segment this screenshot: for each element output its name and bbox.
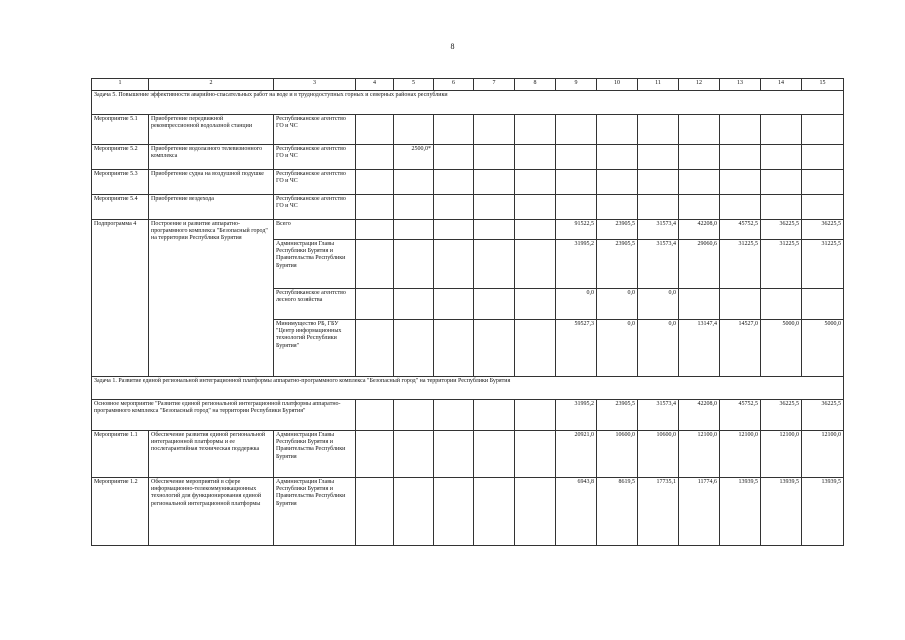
header-cell: 4	[356, 79, 394, 91]
value-cell: 2500,0*	[394, 145, 434, 170]
executor: Всего	[274, 220, 356, 240]
executor: Администрация Главы Республики Бурятия и Правительства Республики Бурятия	[274, 478, 356, 546]
event-description: Приобретение вездехода	[149, 195, 274, 220]
executor: Республиканское агентство ГО и ЧС	[274, 145, 356, 170]
value-cell: 29060,6	[679, 240, 720, 289]
event-code: Мероприятие 5.3	[92, 170, 149, 195]
event-description: Обеспечение мероприятий в сфере информационно-телекоммуникационных технологий для функционирования единой региональной интеграционной платформы	[149, 478, 274, 546]
value-cell: 31995,2	[556, 240, 597, 289]
header-cell: 13	[720, 79, 761, 91]
header-cell: 12	[679, 79, 720, 91]
header-cell: 3	[274, 79, 356, 91]
event-code: Мероприятие 5.1	[92, 115, 149, 145]
executor: Республиканское агентство лесного хозяйства	[274, 289, 356, 320]
value-cell: 13939,5	[802, 478, 844, 546]
header-cell: 15	[802, 79, 844, 91]
table-row	[92, 195, 844, 220]
header-row	[92, 79, 844, 91]
value-cell: 36225,5	[802, 220, 844, 240]
executor: Администрация Главы Республики Бурятия и Правительства Республики Бурятия	[274, 431, 356, 478]
header-cell: 2	[149, 79, 274, 91]
value-cell: 8619,5	[597, 478, 638, 546]
value-cell: 31225,5	[720, 240, 761, 289]
event-description: Приобретение водолазного телевизионного комплекса	[149, 145, 274, 170]
header-cell: 1	[92, 79, 149, 91]
value-cell: 42208,0	[679, 220, 720, 240]
value-cell: 17735,1	[638, 478, 679, 546]
value-cell: 59527,3	[556, 320, 597, 377]
header-cell: 6	[434, 79, 474, 91]
event-description: Приобретение передвижной рекомпрессионной водолазной станции	[149, 115, 274, 145]
value-cell: 31573,4	[638, 400, 679, 431]
value-cell: 23905,5	[597, 400, 638, 431]
value-cell: 23905,5	[597, 220, 638, 240]
value-cell: 31995,2	[556, 400, 597, 431]
task-1-title: Задача 1. Развитие единой региональной интеграционной платформы аппаратно-программного комплекса "Безопасный город" на территории Республики Бурятия	[92, 377, 844, 400]
value-cell: 0,0	[638, 289, 679, 320]
table-row	[92, 145, 844, 170]
executor: Администрация Главы Республики Бурятия и Правительства Республики Бурятия	[274, 240, 356, 289]
value-cell: 10600,0	[597, 431, 638, 478]
value-cell: 31225,5	[761, 240, 802, 289]
event-description: Приобретение судна на воздушной подушке	[149, 170, 274, 195]
event-code: Мероприятие 5.2	[92, 145, 149, 170]
value-cell: 6943,8	[556, 478, 597, 546]
value-cell: 0,0	[597, 289, 638, 320]
executor: Минимущество РБ, ГБУ "Центр информационных технологий Республики Бурятия"	[274, 320, 356, 377]
event-description: Обеспечение развития единой региональной интеграционной платформы и ее послегарантийная техническая поддержка	[149, 431, 274, 478]
task-row	[92, 91, 844, 115]
value-cell: 45752,5	[720, 220, 761, 240]
value-cell: 0,0	[638, 320, 679, 377]
table-row	[92, 431, 844, 478]
value-cell: 0,0	[556, 289, 597, 320]
header-cell: 11	[638, 79, 679, 91]
header-cell: 7	[474, 79, 515, 91]
value-cell: 42208,0	[679, 400, 720, 431]
value-cell: 23905,5	[597, 240, 638, 289]
value-cell: 36225,5	[761, 400, 802, 431]
value-cell: 12100,0	[679, 431, 720, 478]
table-row	[92, 478, 844, 546]
value-cell: 20921,0	[556, 431, 597, 478]
program-table	[91, 78, 844, 546]
value-cell: 12100,0	[802, 431, 844, 478]
value-cell: 31225,5	[802, 240, 844, 289]
subprogram-code: Подпрограмма 4	[92, 220, 149, 377]
value-cell: 36225,5	[761, 220, 802, 240]
value-cell: 36225,5	[802, 400, 844, 431]
event-code: Мероприятие 5.4	[92, 195, 149, 220]
value-cell: 13939,5	[761, 478, 802, 546]
subprogram-description: Построение и развитие аппаратно-программного комплекса "Безопасный город" на территории Республики Бурятия	[149, 220, 274, 377]
header-cell: 5	[394, 79, 434, 91]
value-cell: 31573,4	[638, 220, 679, 240]
value-cell: 13147,4	[679, 320, 720, 377]
value-cell: 12100,0	[761, 431, 802, 478]
table-row	[92, 115, 844, 145]
value-cell: 31573,4	[638, 240, 679, 289]
value-cell: 14527,0	[720, 320, 761, 377]
executor: Республиканское агентство ГО и ЧС	[274, 195, 356, 220]
value-cell: 10600,0	[638, 431, 679, 478]
executor: Республиканское агентство ГО и ЧС	[274, 115, 356, 145]
header-cell: 9	[556, 79, 597, 91]
task-5-title: Задача 5. Повышение эффективности аварийно-спасательных работ на воде и в труднодоступных горных и северных районах республики	[92, 91, 844, 115]
main-event: Основное мероприятие "Развитие единой региональной интеграционной платформы аппаратно-программного комплекса "Безопасный город" на территории Республики Бурятия"	[92, 400, 356, 431]
task-row	[92, 377, 844, 400]
value-cell: 12100,0	[720, 431, 761, 478]
value-cell: 5000,0	[802, 320, 844, 377]
value-cell: 13939,5	[720, 478, 761, 546]
value-cell: 0,0	[597, 320, 638, 377]
value-cell: 45752,5	[720, 400, 761, 431]
value-cell: 5000,0	[761, 320, 802, 377]
value-cell: 91522,5	[556, 220, 597, 240]
event-code: Мероприятие 1.1	[92, 431, 149, 478]
page-number: 8	[450, 42, 455, 51]
table-row	[92, 170, 844, 195]
header-cell: 14	[761, 79, 802, 91]
table-row	[92, 400, 844, 431]
header-cell: 10	[597, 79, 638, 91]
header-cell: 8	[515, 79, 556, 91]
value-cell: 11774,6	[679, 478, 720, 546]
table-row	[92, 220, 844, 240]
event-code: Мероприятие 1.2	[92, 478, 149, 546]
executor: Республиканское агентство ГО и ЧС	[274, 170, 356, 195]
